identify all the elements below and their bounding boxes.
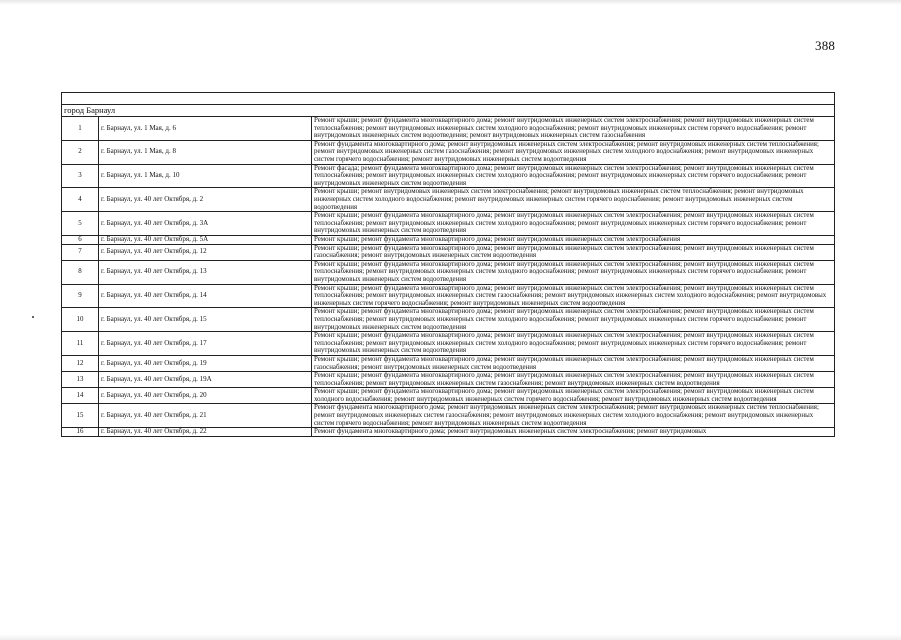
row-address: г. Барнаул, ул. 1 Мая, д. 10	[99, 164, 312, 188]
row-works: Ремонт крыши; ремонт фундамента многоквартирного дома; ремонт внутридомовых инженерных систем электроснабжения	[312, 235, 835, 244]
section-row	[62, 105, 835, 117]
page-number: 388	[815, 38, 836, 53]
row-address: г. Барнаул, ул. 40 лет Октября, д. 17	[99, 332, 312, 356]
row-works: Ремонт крыши; ремонт фундамента многоквартирного дома; ремонт внутридомовых инженерных систем электроснабжения; ремонт внутридомовых инженерных систем теплоснабжения; ремонт внутридомовых инженерных систем холодного водоснабжения; ремонт внутридомовых инженерных систем горячего водоснабжения; ремонт внутридомовых инженерных систем водоотведения	[312, 260, 835, 284]
row-number: 7	[62, 244, 99, 260]
table-row	[62, 117, 835, 141]
repair-works-table	[61, 92, 835, 437]
row-number: 9	[62, 284, 99, 308]
row-number: 13	[62, 372, 99, 388]
row-number: 4	[62, 188, 99, 212]
row-number: 8	[62, 260, 99, 284]
row-address: г. Барнаул, ул. 40 лет Октября, д. 19А	[99, 372, 312, 388]
table-row	[62, 284, 835, 308]
row-works: Ремонт крыши; ремонт фундамента многоквартирного дома; ремонт внутридомовых инженерных систем электроснабжения; ремонт внутридомовых инженерных систем теплоснабжения; ремонт внутридомовых инженерных систем холодного водоснабжения; ремонт внутридомовых инженерных систем горячего водоснабжения; ремонт внутридомовых инженерных систем водоотведения; ремонт внутридомовых инженерных систем газоснабжения	[312, 117, 835, 141]
table-row	[62, 244, 835, 260]
row-works: Ремонт фундамента многоквартирного дома; ремонт внутридомовых инженерных систем электроснабжения; ремонт внутридомовых инженерных систем теплоснабжения; ремонт внутридомовых инженерных систем газоснабжения; ремонт внутридомовых инженерных систем холодного водоснабжения; ремонт внутридомовых инженерных систем горячего водоснабжения; ремонт внутридомовых инженерных систем водоотведения	[312, 140, 835, 164]
row-address: г. Барнаул, ул. 40 лет Октября, д. 13	[99, 260, 312, 284]
row-address: г. Барнаул, ул. 40 лет Октября, д. 14	[99, 284, 312, 308]
row-number: 15	[62, 404, 99, 428]
row-works: Ремонт фундамента многоквартирного дома; ремонт внутридомовых инженерных систем электроснабжения; ремонт внутридомовых инженерных систем теплоснабжения; ремонт внутридомовых инженерных систем газоснабжения; ремонт внутридомовых инженерных систем холодного водоснабжения; ремонт внутридомовых инженерных систем горячего водоснабжения; ремонт внутридомовых инженерных систем водоотведения	[312, 404, 835, 428]
row-address: г. Барнаул, ул. 1 Мая, д. 8	[99, 140, 312, 164]
row-works: Ремонт фасада; ремонт фундамента многоквартирного дома; ремонт внутридомовых инженерных систем электроснабжения; ремонт внутридомовых инженерных систем теплоснабжения; ремонт внутридомовых инженерных систем холодного водоснабжения; ремонт внутридомовых инженерных систем горячего водоснабжения; ремонт внутридомовых инженерных систем водоотведения	[312, 164, 835, 188]
row-number: 14	[62, 388, 99, 404]
table-body	[62, 93, 835, 437]
row-address: г. Барнаул, ул. 1 Мая, д. 6	[99, 117, 312, 141]
table-row	[62, 428, 835, 437]
row-address: г. Барнаул, ул. 40 лет Октября, д. 12	[99, 244, 312, 260]
table-row	[62, 355, 835, 371]
row-address: г. Барнаул, ул. 40 лет Октября, д. 19	[99, 355, 312, 371]
row-works: Ремонт крыши; ремонт фундамента многоквартирного дома; ремонт внутридомовых инженерных систем электроснабжения; ремонт внутридомовых инженерных систем холодного водоснабжения; ремонт внутридомовых инженерных систем горячего водоснабжения; ремонт внутридомовых инженерных систем водоотведения	[312, 388, 835, 404]
row-works: Ремонт крыши; ремонт фундамента многоквартирного дома; ремонт внутридомовых инженерных систем электроснабжения; ремонт внутридомовых инженерных систем теплоснабжения; ремонт внутридомовых инженерных систем холодного водоснабжения; ремонт внутридомовых инженерных систем горячего водоснабжения; ремонт внутридомовых инженерных систем водоотведения	[312, 212, 835, 236]
row-works: Ремонт крыши; ремонт фундамента многоквартирного дома; ремонт внутридомовых инженерных систем электроснабжения; ремонт внутридомовых инженерных систем газоснабжения; ремонт внутридомовых инженерных систем водоотведения	[312, 244, 835, 260]
row-number: 10	[62, 308, 99, 332]
row-address: г. Барнаул, ул. 40 лет Октября, д. 15	[99, 308, 312, 332]
scan-edge-top	[0, 0, 901, 5]
row-works: Ремонт крыши; ремонт фундамента многоквартирного дома; ремонт внутридомовых инженерных систем электроснабжения; ремонт внутридомовых инженерных систем теплоснабжения; ремонт внутридомовых инженерных систем газоснабжения; ремонт внутридомовых инженерных систем холодного водоснабжения; ремонт внутридомовых инженерных систем горячего водоснабжения; ремонт внутридомовых инженерных систем водоотведения	[312, 284, 835, 308]
table-row	[62, 260, 835, 284]
row-address: г. Барнаул, ул. 40 лет Октября, д. 3А	[99, 212, 312, 236]
table-row	[62, 332, 835, 356]
row-number: 5	[62, 212, 99, 236]
table-row	[62, 188, 835, 212]
table-row	[62, 235, 835, 244]
table-row	[62, 164, 835, 188]
table-row	[62, 140, 835, 164]
row-number: 11	[62, 332, 99, 356]
table-row	[62, 212, 835, 236]
table-row	[62, 308, 835, 332]
row-number: 2	[62, 140, 99, 164]
row-works: Ремонт крыши; ремонт фундамента многоквартирного дома; ремонт внутридомовых инженерных систем электроснабжения; ремонт внутридомовых инженерных систем газоснабжения; ремонт внутридомовых инженерных систем водоотведения	[312, 355, 835, 371]
row-address: г. Барнаул, ул. 40 лет Октября, д. 22	[99, 428, 312, 437]
scan-edge-bottom	[0, 634, 901, 640]
table-row	[62, 388, 835, 404]
blank-header-cell	[62, 93, 835, 105]
row-works: Ремонт крыши; ремонт фундамента многоквартирного дома; ремонт внутридомовых инженерных систем электроснабжения; ремонт внутридомовых инженерных систем теплоснабжения; ремонт внутридомовых инженерных систем газоснабжения; ремонт внутридомовых инженерных систем водоотведения	[312, 372, 835, 388]
row-number: 16	[62, 428, 99, 437]
scan-speck	[32, 316, 34, 318]
section-title: город Барнаул	[62, 105, 835, 117]
table-row	[62, 404, 835, 428]
row-address: г. Барнаул, ул. 40 лет Октября, д. 2	[99, 188, 312, 212]
row-number: 6	[62, 235, 99, 244]
row-works: Ремонт крыши; ремонт фундамента многоквартирного дома; ремонт внутридомовых инженерных систем электроснабжения; ремонт внутридомовых инженерных систем теплоснабжения; ремонт внутридомовых инженерных систем холодного водоснабжения; ремонт внутридомовых инженерных систем горячего водоснабжения; ремонт внутридомовых инженерных систем водоотведения	[312, 308, 835, 332]
table-row	[62, 372, 835, 388]
row-number: 1	[62, 117, 99, 141]
row-works: Ремонт крыши; ремонт внутридомовых инженерных систем электроснабжения; ремонт внутридомовых инженерных систем теплоснабжения; ремонт внутридомовых инженерных систем холодного водоснабжения; ремонт внутридомовых инженерных систем горячего водоснабжения; ремонт внутридомовых инженерных систем водоотведения	[312, 188, 835, 212]
blank-header-row	[62, 93, 835, 105]
row-number: 12	[62, 355, 99, 371]
row-address: г. Барнаул, ул. 40 лет Октября, д. 5А	[99, 235, 312, 244]
row-number: 3	[62, 164, 99, 188]
row-works: Ремонт крыши; ремонт фундамента многоквартирного дома; ремонт внутридомовых инженерных систем электроснабжения; ремонт внутридомовых инженерных систем теплоснабжения; ремонт внутридомовых инженерных систем холодного водоснабжения; ремонт внутридомовых инженерных систем горячего водоснабжения; ремонт внутридомовых инженерных систем водоотведения	[312, 332, 835, 356]
row-address: г. Барнаул, ул. 40 лет Октября, д. 21	[99, 404, 312, 428]
row-address: г. Барнаул, ул. 40 лет Октября, д. 20	[99, 388, 312, 404]
row-works: Ремонт фундамента многоквартирного дома; ремонт внутридомовых инженерных систем электроснабжения; ремонт внутридомовых	[312, 428, 835, 437]
